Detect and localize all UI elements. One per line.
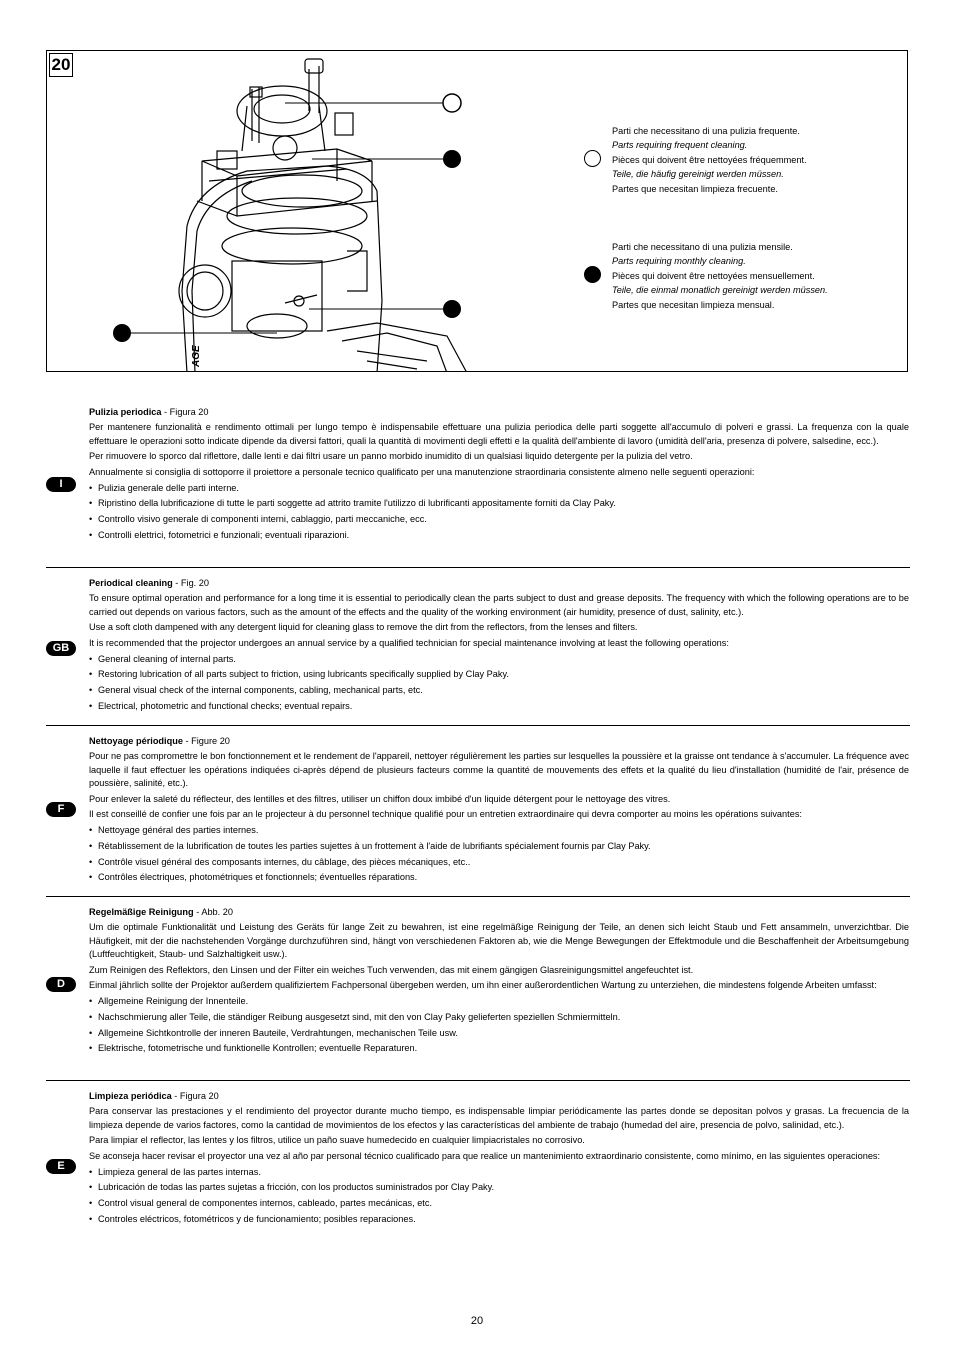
paragraph: Pour ne pas compromettre le bon fonctionnement et le rendement de l'appareil, nettoyer régulièrement les parties sur lesquelles la poussière et la graisse ont tendance à s'accumuler. La fréquence avec laquelle il faut effectuer les opérations indiquées ci-après dépend de plusieurs facteurs comme la quantité de mouvements des effets et la qualité du lieu d'installation (humidité de l'air, présence de poussière, salinité, etc.). [89, 751, 909, 789]
list-item: • General cleaning of internal parts. [89, 653, 909, 666]
paragraph: Per mantenere funzionalità e rendimento ottimali per lungo tempo è indispensabile effettuare una pulizia periodica delle parti soggette all'accumulo di polveri e grassi. La frequenza con la quale effettuare le operazioni sotto indicate dipende da diversi fattori, quali la quantità di movimenti degli effetti e la qualità dell'ambiente di lavoro (umidità dell'aria, presenza di polvere, salsedine, ecc.). [89, 422, 909, 446]
paragraph: To ensure optimal operation and performance for a long time it is essential to periodically clean the parts subject to dust and grease deposits. The frequency with which the following operations are to be carried out depends on various factors, such as the amount of the effects and the quality of the working environment (air humidity, presence of dust, salinity, etc.). [89, 593, 909, 617]
list-item: • General visual check of the internal components, cabling, mechanical parts, etc. [89, 684, 909, 697]
bullet-list [89, 482, 909, 543]
language-badge: GB [46, 641, 76, 656]
legend-frequent [612, 124, 807, 196]
paragraph: It is recommended that the projector undergoes an annual service by a qualified technician for special maintenance involving at least the following operations: [89, 638, 729, 648]
section-title: Regelmäßige Reinigung - Abb. 20 [89, 907, 233, 917]
paragraph: Annualmente si consiglia di sottoporre il proiettore a personale tecnico qualificato per una manutenzione straordinaria consistente almeno nelle seguenti operazioni: [89, 467, 755, 477]
legend-monthly-fr: Pièces qui doivent être nettoyées mensuellement. [612, 270, 815, 281]
list-item: • Contrôle visuel général des composants internes, du câblage, des pièces mécaniques, etc.. [89, 856, 909, 869]
section-title: Periodical cleaning - Fig. 20 [89, 578, 210, 588]
list-item: • Rétablissement de la lubrification de toutes les parties sujettes à un frottement à l'aide de lubrifiants spécialement fournis par Clay Paky. [89, 840, 909, 853]
language-badge: I [46, 477, 76, 492]
section-title: Limpieza periódica - Figura 20 [89, 1091, 219, 1101]
section-content [89, 735, 909, 887]
section-title: Pulizia periodica - Figura 20 [89, 407, 209, 417]
list-item: • Contrôles électriques, photométriques et fonctionnels; éventuelles réparations. [89, 871, 909, 884]
list-item: • Controllo visivo generale di componenti interni, cablaggio, parti meccaniche, ecc. [89, 513, 909, 526]
bullet-list [89, 995, 909, 1056]
legend-monthly-it: Parti che necessitano di una pulizia mensile. [612, 242, 793, 252]
paragraph: Il est conseillé de confier une fois par an le projecteur à du personnel technique qualifié pour un entretien extraordinaire qui devra comporter au moins les opérations suivantes: [89, 809, 802, 820]
open-circle-icon [584, 150, 601, 167]
paragraph: Para limpiar el reflector, las lentes y los filtros, utilice un paño suave humedecido en cualquier limpiacristales no corrosivo. [89, 1135, 585, 1146]
list-item: • Controles eléctricos, fotométricos y de funcionamiento; posibles reparaciones. [89, 1213, 909, 1226]
figure-number: 20 [49, 53, 73, 77]
language-badge: D [46, 977, 76, 992]
section-content [89, 1090, 909, 1229]
language-badge: F [46, 802, 76, 817]
section-content [89, 906, 909, 1058]
callout-monthly-1 [443, 150, 461, 168]
section-divider [46, 725, 910, 726]
legend-monthly-de: Teile, die einmal monatlich gereinigt werden müssen. [612, 285, 828, 296]
legend-frequent-it: Parti che necessitano di una pulizia frequente. [612, 126, 800, 136]
callout-frequent-1 [443, 94, 461, 112]
list-item: • Limpieza general de las partes internas. [89, 1166, 909, 1179]
list-item: • Nachschmierung aller Teile, die ständiger Reibung ausgesetzt sind, mit den von Clay Paky gelieferten speziellen Schmiermitteln. [89, 1011, 909, 1024]
legend-frequent-fr: Pièces qui doivent être nettoyées fréquemment. [612, 154, 807, 165]
list-item: • Elektrische, fotometrische und funktionelle Kontrollen; eventuelle Reparaturen. [89, 1042, 909, 1055]
bullet-list [89, 824, 909, 885]
callout-monthly-2 [443, 300, 461, 318]
callout-monthly-3 [113, 324, 131, 342]
legend-frequent-gb: Parts requiring frequent cleaning. [612, 140, 748, 151]
legend-frequent-de: Teile, die häufig gereinigt werden müssen. [612, 169, 784, 180]
bullet-list [89, 1166, 909, 1227]
paragraph: Pour enlever la saleté du réflecteur, des lentilles et des filtres, utiliser un chiffon doux imbibé d'un liquide détergent pour le nettoyage des vitres. [89, 793, 671, 804]
section-content [89, 577, 909, 716]
list-item: • Electrical, photometric and functional checks; eventual repairs. [89, 700, 909, 713]
list-item: • Allgemeine Reinigung der Innenteile. [89, 995, 909, 1008]
list-item: • Nettoyage général des parties internes. [89, 824, 909, 837]
page-number: 20 [470, 1315, 484, 1327]
section-content [89, 406, 909, 545]
list-item: • Control visual general de componentes internos, cableado, partes mecánicas, etc. [89, 1197, 909, 1210]
section-title: Nettoyage périodique - Figure 20 [89, 736, 230, 746]
legend-monthly [612, 240, 828, 312]
paragraph: Se aconseja hacer revisar el proyector una vez al año par personal técnico cualificado para que realice un mantenimiento extraordinario consistente, como mínimo, en las siguientes operaciones: [89, 1151, 881, 1161]
section-divider [46, 896, 910, 897]
list-item: • Controlli elettrici, fotometrici e funzionali; eventuali riparazioni. [89, 529, 909, 542]
drawing-label: AGE [191, 345, 202, 367]
list-item: • Pulizia generale delle parti interne. [89, 482, 909, 495]
legend-frequent-es: Partes que necesitan limpieza frecuente. [612, 183, 778, 194]
list-item: • Lubricación de todas las partes sujetas a fricción, con los productos suministrados por Clay Paky. [89, 1181, 909, 1194]
filled-circle-icon [584, 266, 601, 283]
paragraph: Zum Reinigen des Reflektors, den Linsen und der Filter ein weiches Tuch verwenden, das mit einem gängigen Glasreinigungsmittel angefeuchtet ist. [89, 964, 694, 975]
section-divider [46, 1080, 910, 1081]
projector-internal-drawing [47, 51, 908, 372]
bullet-list [89, 653, 909, 714]
language-badge: E [46, 1159, 76, 1174]
list-item: • Allgemeine Sichtkontrolle der inneren Bauteile, Verdrahtungen, mechanischen Teile usw. [89, 1027, 909, 1040]
list-item: • Restoring lubrication of all parts subject to friction, using lubricants specifically supplied by Clay Paky. [89, 668, 909, 681]
paragraph: Use a soft cloth dampened with any detergent liquid for cleaning glass to remove the dirt from the reflectors, from the lenses and filters. [89, 622, 638, 633]
section-divider [46, 567, 910, 568]
figure-20 [46, 50, 908, 372]
paragraph: Para conservar las prestaciones y el rendimiento del proyector durante mucho tiempo, es indispensable limpiar periódicamente las partes donde se depositan polvos y grasas. La frecuencia de la limpieza depende de varios factores, como la cantidad de movimientos de los efectos y las características del ambiente de trabajo (humedad del aire, presencia de polvo, salinidad, etc.). [89, 1106, 909, 1130]
paragraph: Per rimuovere lo sporco dal riflettore, dalle lenti e dai filtri usare un panno morbido inumidito di un qualsiasi liquido detergente per la pulizia del vetro. [89, 451, 693, 462]
legend-monthly-gb: Parts requiring monthly cleaning. [612, 256, 746, 267]
paragraph: Einmal jährlich sollte der Projektor außerdem qualifiziertem Fachpersonal übergeben werden, um ihn einer außerordentlichen Wartung zu unterziehen, die mindestens folgende Arbeiten umfasst: [89, 980, 877, 991]
paragraph: Um die optimale Funktionalität und Leistung des Geräts für lange Zeit zu bewahren, ist eine regelmäßige Reinigung der Teile, an denen sich leicht Staub und Fett ansammeln, unverzichtbar. Die Häufigkeit, mit der die nachstehenden Vorgänge durchzuführen sind, hängt von verschiedenen Faktoren ab, wie die Menge Bewegungen der Effektmodule und die Beschaffenheit der Arbeitsumgebung (Luftfeuchtigkeit, Staub- und Salzhaltigkeit usw.). [89, 922, 909, 960]
legend-monthly-es: Partes que necesitan limpieza mensual. [612, 299, 775, 310]
list-item: • Ripristino della lubrificazione di tutte le parti soggette ad attrito tramite l'utilizzo di lubrificanti appositamente forniti da Clay Paky. [89, 497, 909, 510]
